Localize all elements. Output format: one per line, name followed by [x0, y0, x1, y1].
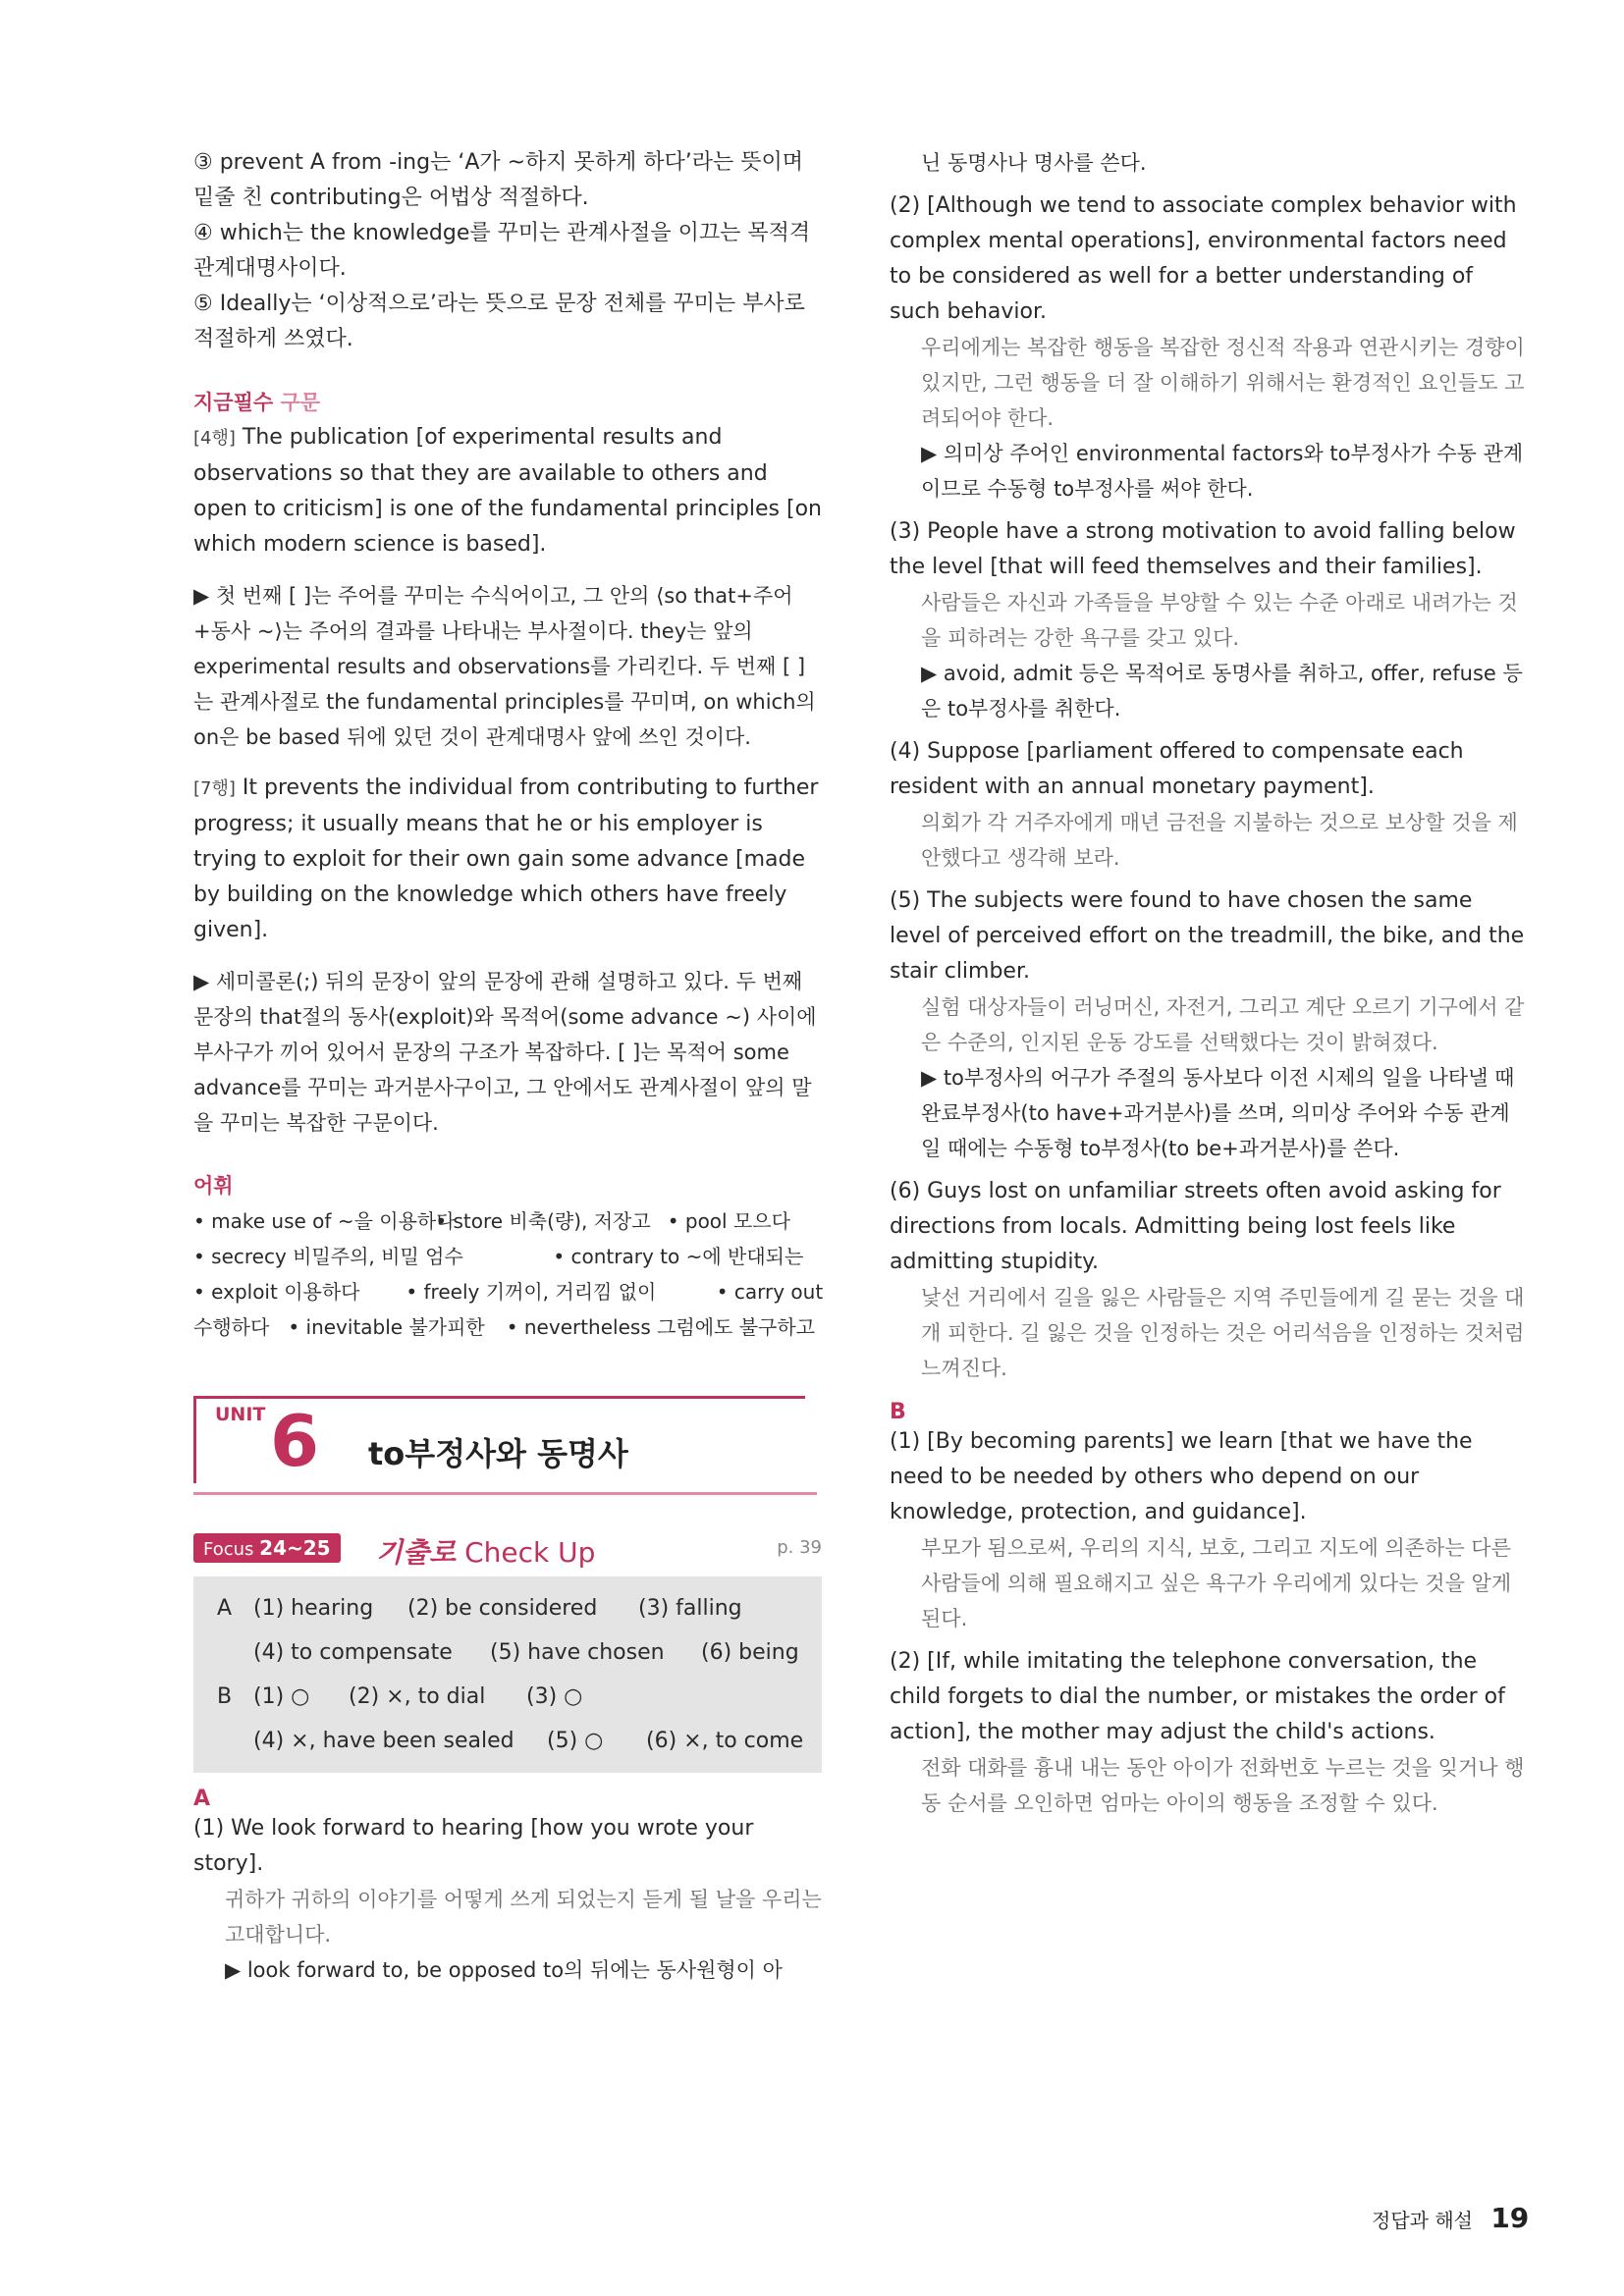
answer-item: (5) have chosen — [490, 1640, 665, 1665]
item-sentence: (1) [By becoming parents] we learn [that we have the need to be needed by others who depend on our knowledge, protection, and guidance]. — [890, 1429, 1473, 1524]
a1-translation: 귀하가 귀하의 이야기를 어떻게 쓰게 되었는지 듣게 될 날을 우리는 고대합니다. — [225, 1888, 822, 1947]
item-translation: 우리에게는 복잡한 행동을 복잡한 정신적 작용과 연관시키는 경향이 있지만, 그런 행동을 더 잘 이해하기 위해서는 환경적인 요인들도 고려되어야 한다. — [921, 336, 1525, 430]
answer-item: (3) falling — [638, 1596, 742, 1621]
answer-row — [217, 1675, 798, 1719]
note-line-4: ▶ 첫 번째 [ ]는 주어를 꾸미는 수식어이고, 그 안의 ⟨so that+주어+동사 ~⟩는 주어의 결과를 나타내는 부사절이다. they는 앞의 experimental results and observations를 가리킨다. 두 번째 [ ]는 관계사절로 the fundamental principles를 꾸미며, on which의 on은 be based 뒤에 있던 것이 관계대명사 앞에 쓰인 것이다. — [193, 584, 816, 749]
vocab-item: • secrecy 비밀주의, 비밀 엄수 — [193, 1245, 463, 1268]
vocab-item: 수행하다 — [193, 1315, 270, 1339]
item-translation: 전화 대화를 흉내 내는 동안 아이가 전화번호 누르는 것을 잊거나 행동 순서를 오인하면 엄마는 아이의 행동을 조정할 수 있다. — [921, 1756, 1525, 1815]
focus-header — [193, 1531, 822, 1571]
item-translation: 실험 대상자들이 러닝머신, 자전거, 그리고 계단 오르기 기구에서 같은 수준의, 인지된 운동 강도를 선택했다는 것이 밝혀졌다. — [921, 995, 1525, 1054]
item-a3 — [890, 514, 1528, 726]
item-translation: 부모가 됨으로써, 우리의 지식, 보호, 그리고 지도에 의존하는 다른 사람들에 의해 필요해지고 싶은 욕구가 우리에게 있다는 것을 알게 된다. — [921, 1536, 1512, 1630]
focus-title — [376, 1531, 595, 1571]
answer-item: (1) ○ — [253, 1684, 310, 1709]
vocab-item: • contrary to ~에 반대되는 — [553, 1245, 804, 1268]
explanation-3: ③ prevent A from -ing는 ‘A가 ~하지 못하게 하다’라는 뜻이며 밑줄 친 contributing은 어법상 적절하다. — [193, 150, 804, 210]
item-sentence: (2) [If, while imitating the telephone conversation, the child forgets to dial the number, or mistakes the order of action], the mother may adjust the child's actions. — [890, 1649, 1505, 1744]
answer-item: (3) ○ — [526, 1684, 583, 1709]
unit-label: UNIT — [215, 1404, 266, 1425]
answer-row — [217, 1630, 798, 1675]
a1-note-continued: 닌 동명사나 명사를 쓴다. — [921, 151, 1147, 175]
item-sentence: (2) [Although we tend to associate complex behavior with complex mental operations], environmental factors need to be considered as well for a better understanding of such behavior. — [890, 193, 1517, 324]
page-footer — [1372, 2202, 1529, 2234]
answer-letter: B — [217, 1684, 233, 1709]
unit-underline — [193, 1492, 817, 1495]
vocab-row — [193, 1274, 822, 1309]
section-title — [193, 387, 822, 416]
answer-item: (1) hearing — [253, 1596, 374, 1621]
answer-item: (2) be considered — [407, 1596, 598, 1621]
line-number: [4행] — [193, 428, 236, 449]
sentence-line-4 — [193, 420, 822, 562]
note-line-7: ▶ 세미콜론(;) 뒤의 문장이 앞의 문장에 관해 설명하고 있다. 두 번째 문장의 that절의 동사(exploit)와 목적어(some advance ~) 사이에 부사구가 끼어 있어서 문장의 구조가 복잡하다. [ ]는 목적어 some advance를 꾸미는 과거분사구이고, 그 안에서도 관계사절이 앞의 말을 꾸미는 복잡한 구문이다. — [193, 970, 817, 1135]
item-a5 — [890, 883, 1528, 1166]
section-title-main: 지금필수 — [193, 391, 274, 414]
answer-item: (5) ○ — [547, 1729, 604, 1753]
part-b-label: B — [890, 1400, 906, 1424]
sentence-text: It prevents the individual from contributing to further progress; it usually means that he or his employer is trying to exploit for their own gain some advance [made by building on the knowledge which others have freely given]. — [193, 775, 819, 942]
answer-item: (2) ×, to dial — [349, 1684, 486, 1709]
item-note: ▶ avoid, admit 등은 목적어로 동명사를 취하고, offer, refuse 등은 to부정사를 취한다. — [921, 662, 1523, 721]
sentence-line-7 — [193, 771, 822, 948]
part-a-label: A — [193, 1787, 211, 1811]
item-translation: 의회가 각 거주자에게 매년 금전을 지불하는 것으로 보상할 것을 제안했다고 생각해 보라. — [921, 811, 1518, 870]
vocab-item: • carry out — [716, 1280, 824, 1304]
item-a6 — [890, 1174, 1528, 1386]
answer-letter: A — [217, 1596, 233, 1621]
answer-item: (4) to compensate — [253, 1640, 453, 1665]
answer-row — [217, 1719, 804, 1763]
line-number: [7행] — [193, 778, 236, 799]
vocab-row — [193, 1239, 822, 1274]
item-sentence: (5) The subjects were found to have chosen the same level of perceived effort on the treadmill, the bike, and the stair climber. — [890, 888, 1525, 984]
vocab-row — [193, 1203, 822, 1239]
item-note: ▶ to부정사의 어구가 주절의 동사보다 이전 시제의 일을 나타낼 때 완료부정사(to have+과거분사)를 쓰며, 의미상 주어와 수동 관계일 때에는 수동형 to부정사(to be+과거분사)를 쓴다. — [921, 1066, 1515, 1160]
vocab-item: • make use of ~을 이용하다 — [193, 1209, 456, 1233]
focus-badge-prefix: Focus — [203, 1539, 254, 1560]
unit-number: 6 — [270, 1400, 320, 1482]
item-a4 — [890, 734, 1528, 876]
item-note: ▶ 의미상 주어인 environmental factors와 to부정사가 수동 관계이므로 수동형 to부정사를 써야 한다. — [921, 442, 1524, 501]
item-translation: 사람들은 자신과 가족들을 부양할 수 있는 수준 아래로 내려가는 것을 피하려는 강한 욕구를 갖고 있다. — [921, 591, 1518, 650]
section-title-sub: 구문 — [280, 391, 321, 414]
item-sentence: (3) People have a strong motivation to avoid falling below the level [that will feed themselves and their families]. — [890, 519, 1516, 579]
page-number: 19 — [1490, 2202, 1530, 2234]
answer-item: (6) ×, to come — [646, 1729, 804, 1753]
vocab-row — [193, 1309, 822, 1345]
vocab-item: • inevitable 불가피한 — [288, 1315, 485, 1339]
explanation-4: ④ which는 the knowledge를 꾸미는 관계사절을 이끄는 목적격 관계대명사이다. — [193, 221, 811, 281]
answer-item: (4) ×, have been sealed — [253, 1729, 514, 1753]
a1-note: ▶ look forward to, be opposed to의 뒤에는 동사원형이 아 — [225, 1958, 783, 1982]
unit-title: to부정사와 동명사 — [368, 1435, 628, 1472]
item-b2 — [890, 1644, 1528, 1821]
vocab-title: 어휘 — [193, 1174, 234, 1198]
focus-badge — [193, 1533, 341, 1563]
item-sentence: (6) Guys lost on unfamiliar streets often avoid asking for directions from locals. Admitting being lost feels like admitting stupidity. — [890, 1179, 1501, 1274]
item-b1 — [890, 1424, 1528, 1636]
explanation-5: ⑤ Ideally는 ‘이상적으로’라는 뜻으로 문장 전체를 꾸미는 부사로 적절하게 쓰였다. — [193, 292, 805, 351]
item-translation: 낯선 거리에서 길을 잃은 사람들은 지역 주민들에게 길 묻는 것을 대개 피한다. 길 잃은 것을 인정하는 것은 어리석음을 인정하는 것처럼 느껴진다. — [921, 1286, 1525, 1380]
focus-page-ref: p. 39 — [777, 1537, 822, 1558]
left-column — [193, 145, 822, 1988]
footer-label: 정답과 해설 — [1372, 2209, 1473, 2232]
focus-badge-range: 24~25 — [259, 1536, 331, 1560]
vocab-item: • nevertheless 그럼에도 불구하고 — [506, 1315, 816, 1339]
answer-item: (6) being — [701, 1640, 799, 1665]
focus-title-a: 기출로 — [376, 1536, 457, 1569]
vocab-item: • exploit 이용하다 — [193, 1280, 360, 1304]
answer-box — [193, 1576, 822, 1773]
vocab-item: • store 비축(량), 저장고 — [435, 1209, 651, 1233]
a1-sentence: (1) We look forward to hearing [how you wrote your story]. — [193, 1816, 754, 1876]
answer-row — [217, 1586, 798, 1630]
item-a2 — [890, 188, 1528, 507]
unit-header — [193, 1396, 822, 1504]
vocab-item: • pool 모으다 — [667, 1209, 790, 1233]
focus-title-b: Check Up — [464, 1536, 596, 1569]
item-sentence: (4) Suppose [parliament offered to compensate each resident with an annual monetary payment]. — [890, 739, 1464, 799]
sentence-text: The publication [of experimental results and observations so that they are available to others and open to criticism] is one of the fundamental principles [on which modern science is based]. — [193, 425, 822, 557]
right-column — [890, 145, 1528, 1821]
vocab-item: • freely 기꺼이, 거리낌 없이 — [406, 1280, 657, 1304]
